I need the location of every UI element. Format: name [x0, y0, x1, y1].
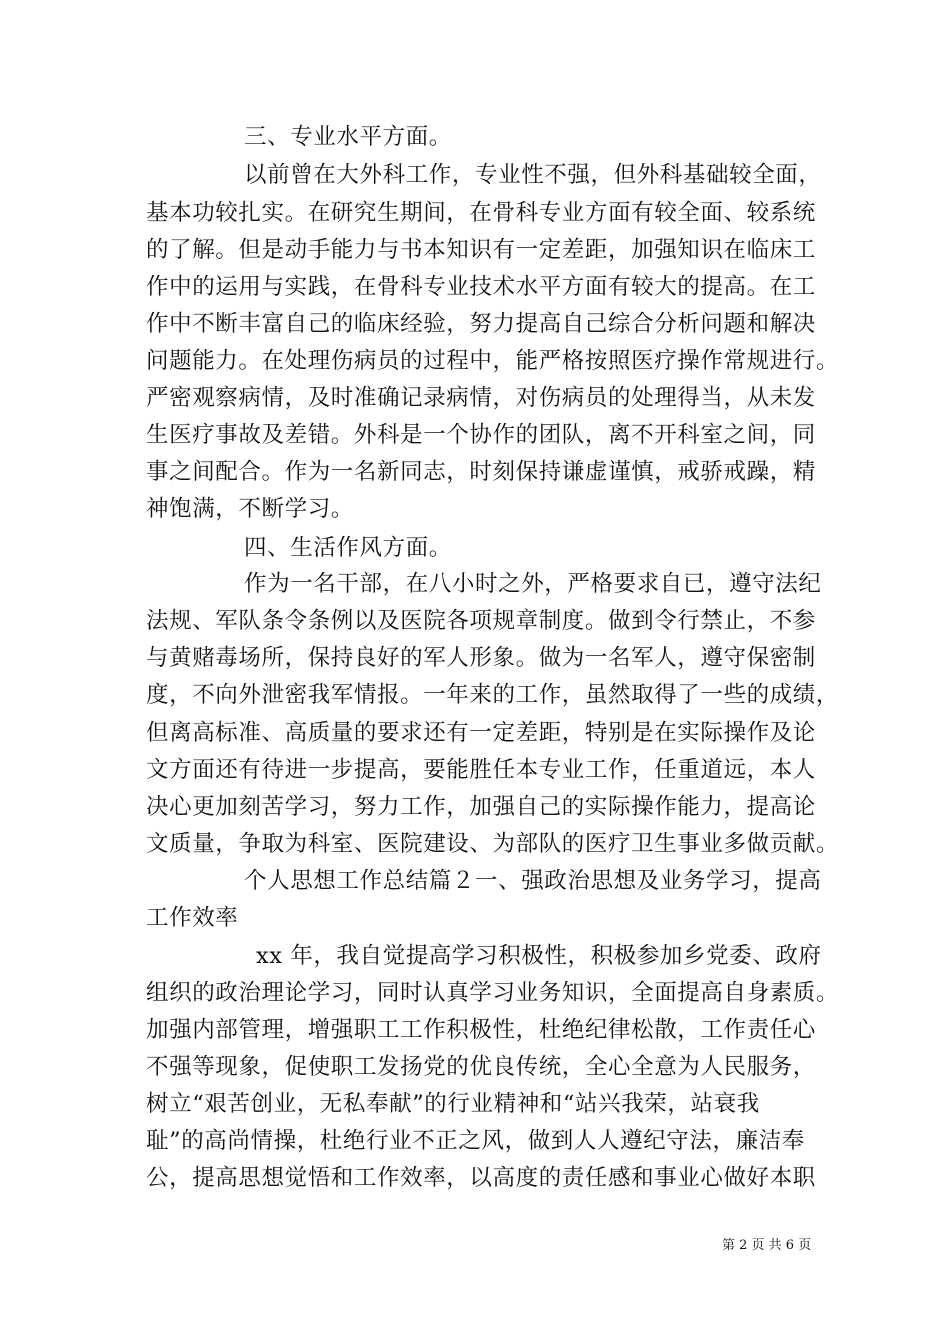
text-line: 耻”的高尚情操，杜绝行业不正之风，做到人人遵纪守法，廉洁奉: [146, 1128, 805, 1154]
text-line: 度，不向外泄密我军情报。一年来的工作，虽然取得了一些的成绩，: [146, 682, 840, 708]
page-number: 第 2 页 共 6 页: [722, 1238, 812, 1253]
text-line: 与黄赌毒场所，保持良好的军人形象。做为一名军人，遵守保密制: [146, 645, 816, 671]
section-heading-professional: 三、专业水平方面。: [244, 124, 452, 150]
text-line: 决心更加刻苦学习，努力工作，加强自己的实际操作能力，提高论: [146, 794, 816, 820]
section-heading-part2: 个人思想工作总结篇２一、强政治思想及业务学习，提高: [244, 868, 822, 894]
text-line: 事之间配合。作为一名新同志，时刻保持谦虚谨慎，戒骄戒躁，精: [146, 459, 816, 485]
text-line: 的了解。但是动手能力与书本知识有一定差距，加强知识在临床工: [146, 237, 816, 263]
text-line: 作中不断丰富自己的临床经验，努力提高自己综合分析问题和解决: [146, 311, 816, 337]
text-line: 以前曾在大外科工作，专业性不强，但外科基础较全面，: [244, 162, 822, 188]
section-heading-lifestyle: 四、生活作风方面。: [244, 535, 452, 561]
text-line: 不强等现象，促使职工发扬党的优良传统，全心全意为人民服务，: [146, 1054, 816, 1080]
text-line: 文方面还有待进一步提高，要能胜任本专业工作，任重道远，本人: [146, 757, 816, 783]
text-line: 基本功较扎实。在研究生期间，在骨科专业方面有较全面、较系统: [146, 200, 816, 226]
text-line: 文质量，争取为科室、医院建设、为部队的医疗卫生事业多做贡献。: [146, 831, 840, 857]
text-line: 法规、军队条令条例以及医院各项规章制度。做到令行禁止，不参: [146, 608, 816, 634]
text-line: 但离高标准、高质量的要求还有一定差距，特别是在实际操作及论: [146, 720, 816, 746]
text-line: 神饱满，不断学习。: [146, 496, 354, 522]
text-line: 生医疗事故及差错。外科是一个协作的团队，离不开科室之间，同: [146, 422, 816, 448]
text-line: 公，提高思想觉悟和工作效率，以高度的责任感和事业心做好本职: [146, 1165, 816, 1191]
text-line: 组织的政治理论学习，同时认真学习业务知识，全面提高自身素质。: [146, 980, 840, 1006]
text-line: 严密观察病情，及时准确记录病情，对伤病员的处理得当，从未发: [146, 385, 816, 411]
text-line: 树立“艰苦创业，无私奉献”的行业精神和“站兴我荣，站衰我: [146, 1091, 760, 1117]
text-line: 作为一名干部，在八小时之外，严格要求自已，遵守法纪: [244, 571, 822, 597]
text-line: 加强内部管理，增强职工工作积极性，杜绝纪律松散，工作责任心: [146, 1017, 816, 1043]
text-line: 问题能力。在处理伤病员的过程中，能严格按照医疗操作常规进行。: [146, 348, 840, 374]
text-line: 作中的运用与实践，在骨科专业技术水平方面有较大的提高。在工: [146, 274, 816, 300]
text-line: xx 年，我自觉提高学习积极性，积极参加乡党委、政府: [256, 943, 822, 969]
text-line: 工作效率: [146, 905, 239, 931]
